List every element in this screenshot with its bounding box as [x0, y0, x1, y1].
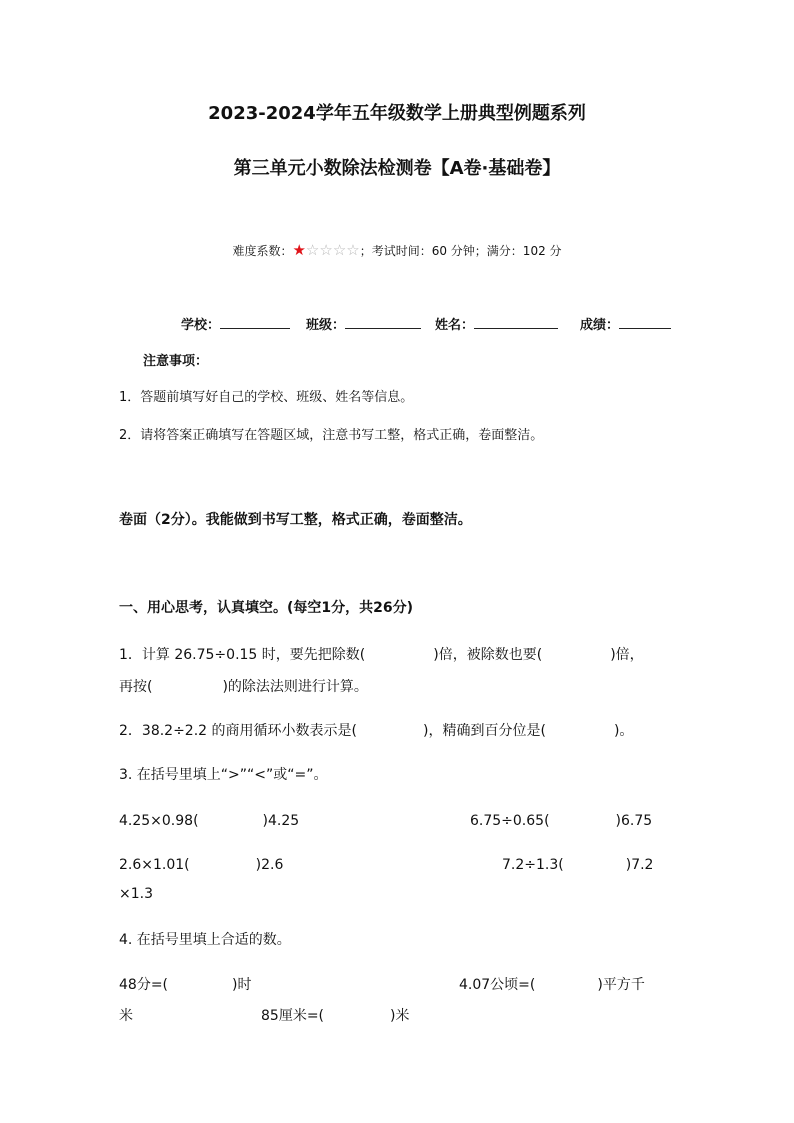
q4-stem: 4. 在括号里填上合适的数。 — [119, 932, 291, 948]
q4-item-2-wrap: 米 — [119, 1008, 133, 1024]
title-line-2: 第三单元小数除法检测卷【A卷·基础卷】 — [233, 158, 561, 179]
neatness-statement: 卷面（2分）。我能做到书写工整，格式正确，卷面整洁。 — [119, 512, 472, 528]
q3-item-1: 4.25×0.98( )4.25 — [119, 813, 300, 829]
q3-stem: 3. 在括号里填上“>”“<”或“=”。 — [119, 767, 328, 783]
notes-heading: 注意事项： — [143, 354, 209, 369]
q4-item-1: 48分=( )时 — [119, 977, 252, 993]
name-label: 姓名： — [435, 318, 475, 333]
school-blank[interactable] — [220, 316, 290, 329]
class-label: 班级： — [306, 318, 346, 333]
q3-item-3: 2.6×1.01( )2.6 — [119, 857, 284, 873]
q3-item-4-wrap: ×1.3 — [119, 886, 153, 902]
star-filled-icon: ★ — [292, 241, 306, 259]
class-blank[interactable] — [345, 316, 421, 329]
title-line-1: 2023-2024学年五年级数学上册典型例题系列 — [208, 103, 586, 124]
q1-line-2: 再按( )的除法法则进行计算。 — [119, 679, 368, 695]
exam-meta — [0, 242, 794, 259]
star-empty-icon: ☆☆☆☆ — [305, 241, 360, 259]
score-label: 成绩： — [580, 318, 620, 333]
difficulty-label: 难度系数： — [232, 244, 293, 258]
q4-item-2: 4.07公顷=( )平方千 — [459, 977, 645, 993]
school-label: 学校： — [181, 318, 221, 333]
q2-line: 2．38.2÷2.2 的商用循环小数表示是( )，精确到百分位是( )。 — [119, 723, 634, 739]
exam-time-score: ；考试时间：60 分钟；满分：102 分 — [359, 244, 562, 258]
q1-line-1: 1．计算 26.75÷0.15 时，要先把除数( )倍，被除数也要( )倍， — [119, 647, 644, 663]
note-item-2: 2．请将答案正确填写在答题区域，注意书写工整，格式正确，卷面整洁。 — [119, 428, 544, 443]
q3-item-4: 7.2÷1.3( )7.2 — [502, 857, 654, 873]
score-blank[interactable] — [619, 316, 671, 329]
student-info-row — [181, 316, 671, 334]
q3-item-2: 6.75÷0.65( )6.75 — [470, 813, 653, 829]
name-blank[interactable] — [474, 316, 558, 329]
section-1-heading: 一、用心思考，认真填空。(每空1分，共26分) — [119, 600, 414, 616]
q4-item-3: 85厘米=( )米 — [261, 1008, 410, 1024]
note-item-1: 1．答题前填写好自己的学校、班级、姓名等信息。 — [119, 390, 414, 405]
